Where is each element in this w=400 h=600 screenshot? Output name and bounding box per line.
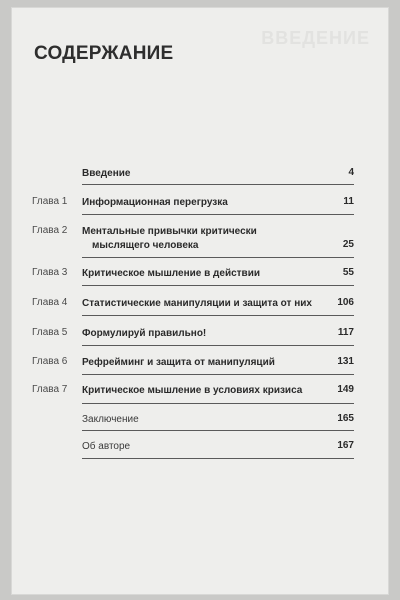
entry-title-line: Критическое мышление в условиях кризиса [82, 385, 303, 396]
entry-title-line: Рефрейминг и защита от манипуляций [82, 357, 275, 368]
entry-title [82, 356, 354, 369]
entry-title [82, 327, 354, 340]
entry-title [82, 167, 354, 180]
entry-title [82, 196, 354, 209]
entry-title-line: Заключение [82, 414, 139, 425]
entry-rule [82, 214, 354, 215]
entry-title [82, 413, 354, 426]
chapter-label: Глава 1 [32, 196, 68, 207]
entry-rule [82, 285, 354, 286]
entry-title [82, 225, 354, 252]
entry-title-line: Ментальные привычки критически [82, 226, 257, 237]
entry-title-line: мыслящего человека [92, 240, 199, 251]
entry-rule [82, 374, 354, 375]
entry-title-line: Критическое мышление в действии [82, 268, 260, 279]
entry-title-line: Введение [82, 168, 131, 179]
bleed-through-heading: ВВЕДЕНИЕ [261, 28, 370, 48]
entry-title-line: Формулируй правильно! [82, 328, 207, 339]
entry-title-line: Об авторе [82, 441, 131, 452]
entry-title [82, 384, 354, 397]
page-number: 106 [337, 297, 354, 308]
page-number: 117 [337, 327, 354, 338]
chapter-label: Глава 3 [32, 267, 68, 278]
entry-rule [82, 403, 354, 404]
entry-rule [82, 257, 354, 258]
entry-title-line: Статистические манипуляции и защита от них [82, 298, 312, 309]
table-of-contents [12, 8, 388, 594]
page-number: 131 [337, 356, 354, 367]
entry-rule [82, 430, 354, 431]
page-number: 167 [337, 440, 354, 451]
page-title: СОДЕРЖАНИЕ [34, 43, 174, 64]
chapter-label: Глава 2 [32, 225, 68, 236]
page-number: 149 [337, 384, 354, 395]
page-number: 11 [343, 196, 354, 207]
chapter-label: Глава 4 [32, 297, 68, 308]
entry-rule [82, 345, 354, 346]
chapter-label: Глава 7 [32, 384, 68, 395]
page-number: 165 [337, 413, 354, 424]
entry-title [82, 267, 354, 280]
entry-rule [82, 315, 354, 316]
chapter-label: Глава 5 [32, 327, 68, 338]
entry-rule [82, 184, 354, 185]
entry-rule [82, 458, 354, 459]
entry-title-line: Информационная перегрузка [82, 197, 228, 208]
book-page [12, 8, 388, 594]
page-number: 55 [342, 267, 354, 278]
entry-title [82, 440, 354, 453]
page-number: 25 [342, 239, 354, 250]
chapter-label: Глава 6 [32, 356, 68, 367]
entry-title [82, 297, 354, 310]
page-number: 4 [348, 167, 354, 178]
